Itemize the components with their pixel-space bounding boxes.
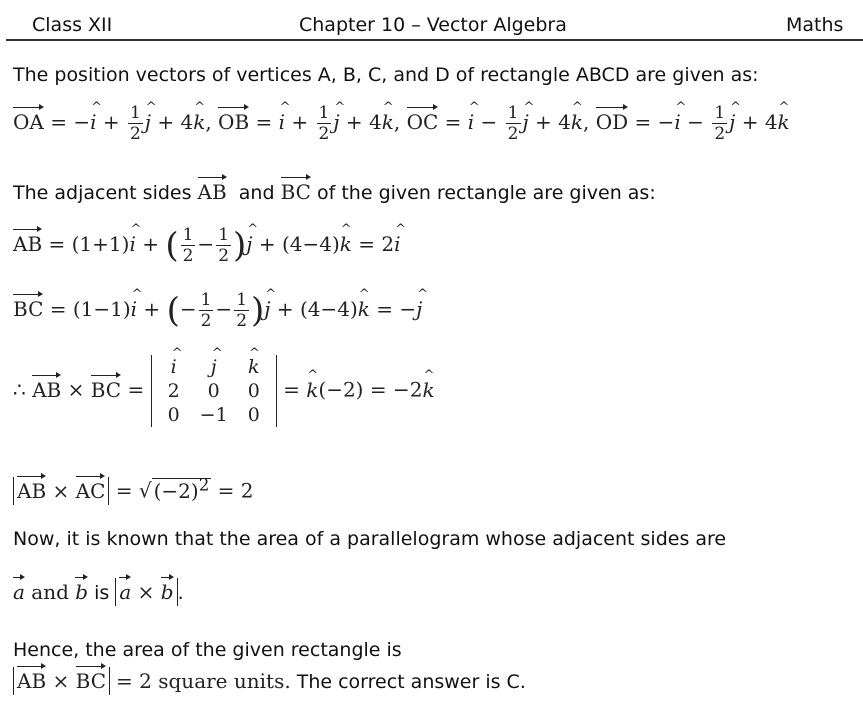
hence-text: Hence, the area of the given rectangle is	[13, 639, 402, 661]
adjacent-sides-text: The adjacent sides AB and BC of the given rectangle are given as:	[13, 180, 656, 204]
header-class: Class XII	[32, 14, 113, 36]
final-area: AB × BC = 2 square units. The correct answer is C.	[13, 667, 526, 695]
header-chapter: Chapter 10 – Vector Algebra	[299, 14, 567, 36]
bc-equation: BC = (1−1)^ i + (− $\frac{1}{2}$ − $\frac{1}{2}$ )^ j + (4−4)^ k = −^ j	[13, 290, 422, 331]
header-rule	[6, 39, 863, 41]
ab-equation: AB = (1+1)^ i + ( $\frac{1}{2}$ − $\frac{1}{2}$ )^ j + (4−4)^ k = 2^ i	[13, 225, 401, 266]
magnitude-equation: AB × AC = √ $(-2)^2 = 2$	[13, 475, 254, 505]
parallelogram-text: Now, it is known that the area of a parallelogram whose adjacent sides are	[13, 528, 727, 550]
answer-text: The correct answer is C.	[296, 671, 526, 693]
page-header	[0, 14, 863, 40]
position-vectors-equation: OA = −^ i + $\frac{1}{2}$ ^ j + 4^ k, OB = ^ i + $\frac{1}{2}$ ^ j + 4^ k, OC = ^ i − $\frac{1}{2}$ ^ j + 4^ k, OD = −^ i − $\frac{1}{2}$ ^ j + 4^ k	[13, 103, 790, 144]
cross-product-determinant: ∴ AB × BC = ^ i ^ j ^ k 2 0 0 0 −1 0 = ^ k(−2) = −2^ k	[13, 355, 435, 427]
intro-text: The position vectors of vertices A, B, C, and D of rectangle ABCD are given as:	[13, 64, 759, 86]
header-subject: Maths	[786, 14, 844, 36]
parallelogram-formula: a and b is a × b .	[13, 580, 184, 604]
